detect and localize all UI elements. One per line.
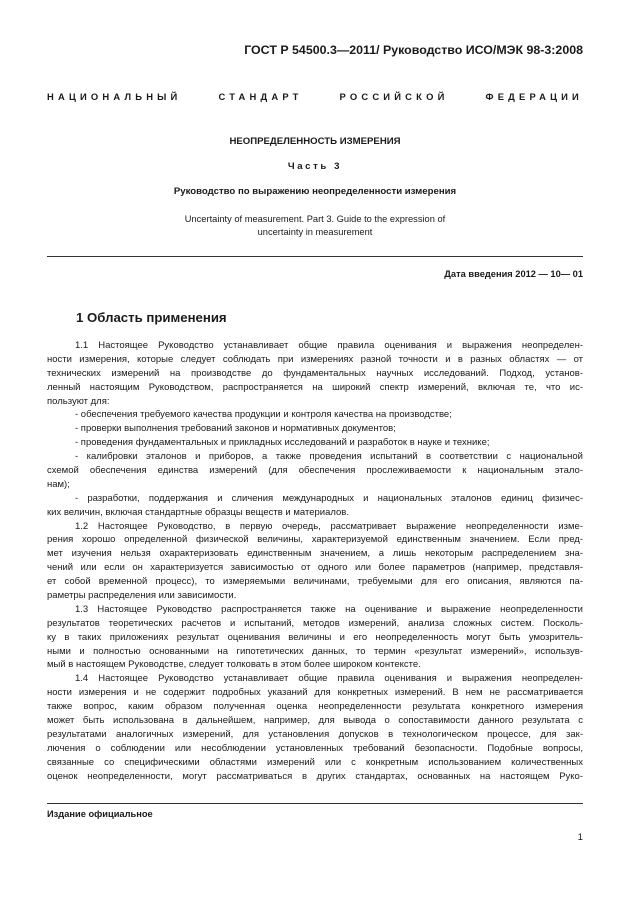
body-line: лючения о соблюдении или несоблюдении установленных требований безопасности. Подобные вопросы, bbox=[47, 742, 583, 754]
body-line: оценок неопределенности, могут рассматриваться в других стандартах, основанных на настоящем Руко- bbox=[47, 770, 583, 782]
list-item: - разработки, поддержания и сличения международных и национальных эталонов единиц физичес- bbox=[75, 492, 583, 504]
document-subtitle: Руководство по выражению неопределенности измерения bbox=[173, 186, 457, 197]
edition-label: Издание официальное bbox=[47, 809, 153, 819]
body-text bbox=[47, 339, 583, 784]
body-line: 1.1 Настоящее Руководство устанавливает общие правила оценивания и выражения неопределен- bbox=[75, 340, 583, 351]
body-line: 1.2 Настоящее Руководство, в первую очередь, рассматривает выражение неопределенности изме- bbox=[75, 520, 583, 532]
body-line: 1.4 Настоящее Руководство устанавливает общие правила оценивания и выражения неопределен- bbox=[75, 673, 583, 685]
introduction-date: Дата введения 2012 — 10— 01 bbox=[444, 269, 583, 279]
body-line: чений или если он характеризуется зависимостью от одного или более параметров (например, представля- bbox=[47, 562, 583, 574]
bottom-divider bbox=[47, 803, 583, 804]
top-divider bbox=[47, 256, 583, 257]
body-line: связанные со специфическими областями измерений или с конкретным использованием количественных bbox=[47, 756, 583, 768]
body-line: технических измерений на производстве до фундаментальных научных исследований. Подход, установ- bbox=[47, 367, 583, 379]
body-line: может быть использована в дальнейшем, например, для вывода о сопоставимости данного результата с bbox=[47, 715, 583, 727]
body-line: также вопрос, каким образом полученная оценка неопределенности результата конкретного измерения bbox=[47, 701, 583, 713]
body-line: 1.3 Настоящее Руководство распространяется также на оценивание и выражение неопределенности bbox=[75, 603, 583, 615]
body-line: ленный настоящим Руководством, распространяется на широкий спектр измерений, включая те, что ис- bbox=[47, 381, 583, 393]
body-line: рения хорошо определенной физической величины, характеризуемой единственным значением. Если пред- bbox=[47, 534, 583, 546]
national-standard-line: НАЦИОНАЛЬНЫЙ СТАНДАРТ РОССИЙСКОЙ ФЕДЕРАЦИИ bbox=[47, 91, 583, 102]
body-line: схемой обеспечения единства измерений (для обеспечения прослеживаемости к национальным этало- bbox=[47, 465, 583, 477]
body-line: ку в таких приложениях результат оценивания величины и его неопределенность могут быть умозритель- bbox=[47, 631, 583, 643]
body-line: раметры распределения или зависимости. bbox=[47, 590, 237, 602]
list-item: - проведения фундаментальных и прикладных исследований и разработок в науке и технике; bbox=[75, 437, 490, 449]
page-number: 1 bbox=[577, 832, 583, 843]
body-line: ными и полностью основанными на гипотетических данных, то термин «результат измерений», использув- bbox=[47, 645, 583, 657]
list-item: - калибровки эталонов и приборов, а также проведения испытаний в соответствии с национальной bbox=[75, 451, 583, 463]
body-line: ет собой временной процесс), то измеряемыми величинами, требуемыми для его описания, являются па- bbox=[47, 576, 583, 588]
english-title-line-2: uncertainty in measurement bbox=[257, 227, 373, 237]
body-line: результатов теоретических расчетов и испытаний, методов измерений, анализа сложных систем. Посколь- bbox=[47, 617, 583, 629]
list-item: - обеспечения требуемого качества продукции и контроля качества на производстве; bbox=[75, 409, 452, 421]
body-line: мый в настоящем Руководстве, следует толковать в этом более широком контексте. bbox=[47, 659, 421, 671]
body-line: нам); bbox=[47, 478, 70, 490]
document-designation: ГОСТ Р 54500.3—2011/ Руководство ИСО/МЭК 98-3:2008 bbox=[244, 43, 583, 57]
body-line: результатами аналогичных измерений, для установления допусков в технологическом процессе, для зак- bbox=[47, 728, 583, 740]
body-line: мет изучения нельзя охарактеризовать единственным значением, а лишь некоторым распределением зна- bbox=[47, 548, 583, 560]
body-line: пользуют для: bbox=[47, 395, 110, 407]
body-line: ких величин, включая стандартные образцы веществ и материалов. bbox=[47, 506, 349, 518]
part-label: Часть 3 bbox=[287, 161, 343, 172]
english-title-line-1: Uncertainty of measurement. Part 3. Guide to the expression of bbox=[184, 214, 446, 224]
section-heading: 1 Область применения bbox=[76, 310, 227, 325]
document-title: НЕОПРЕДЕЛЕННОСТЬ ИЗМЕРЕНИЯ bbox=[229, 136, 401, 147]
body-line: ности измерения, которые следует соблюдать при измерениях разной точности и в разных областях — от bbox=[47, 353, 583, 365]
english-title bbox=[47, 213, 583, 239]
body-line: ности измерения и не содержит подробных указаний для конкретных измерений. В нем не рассматривается bbox=[47, 687, 583, 699]
list-item: - проверки выполнения требований законов и нормативных документов; bbox=[75, 423, 396, 435]
